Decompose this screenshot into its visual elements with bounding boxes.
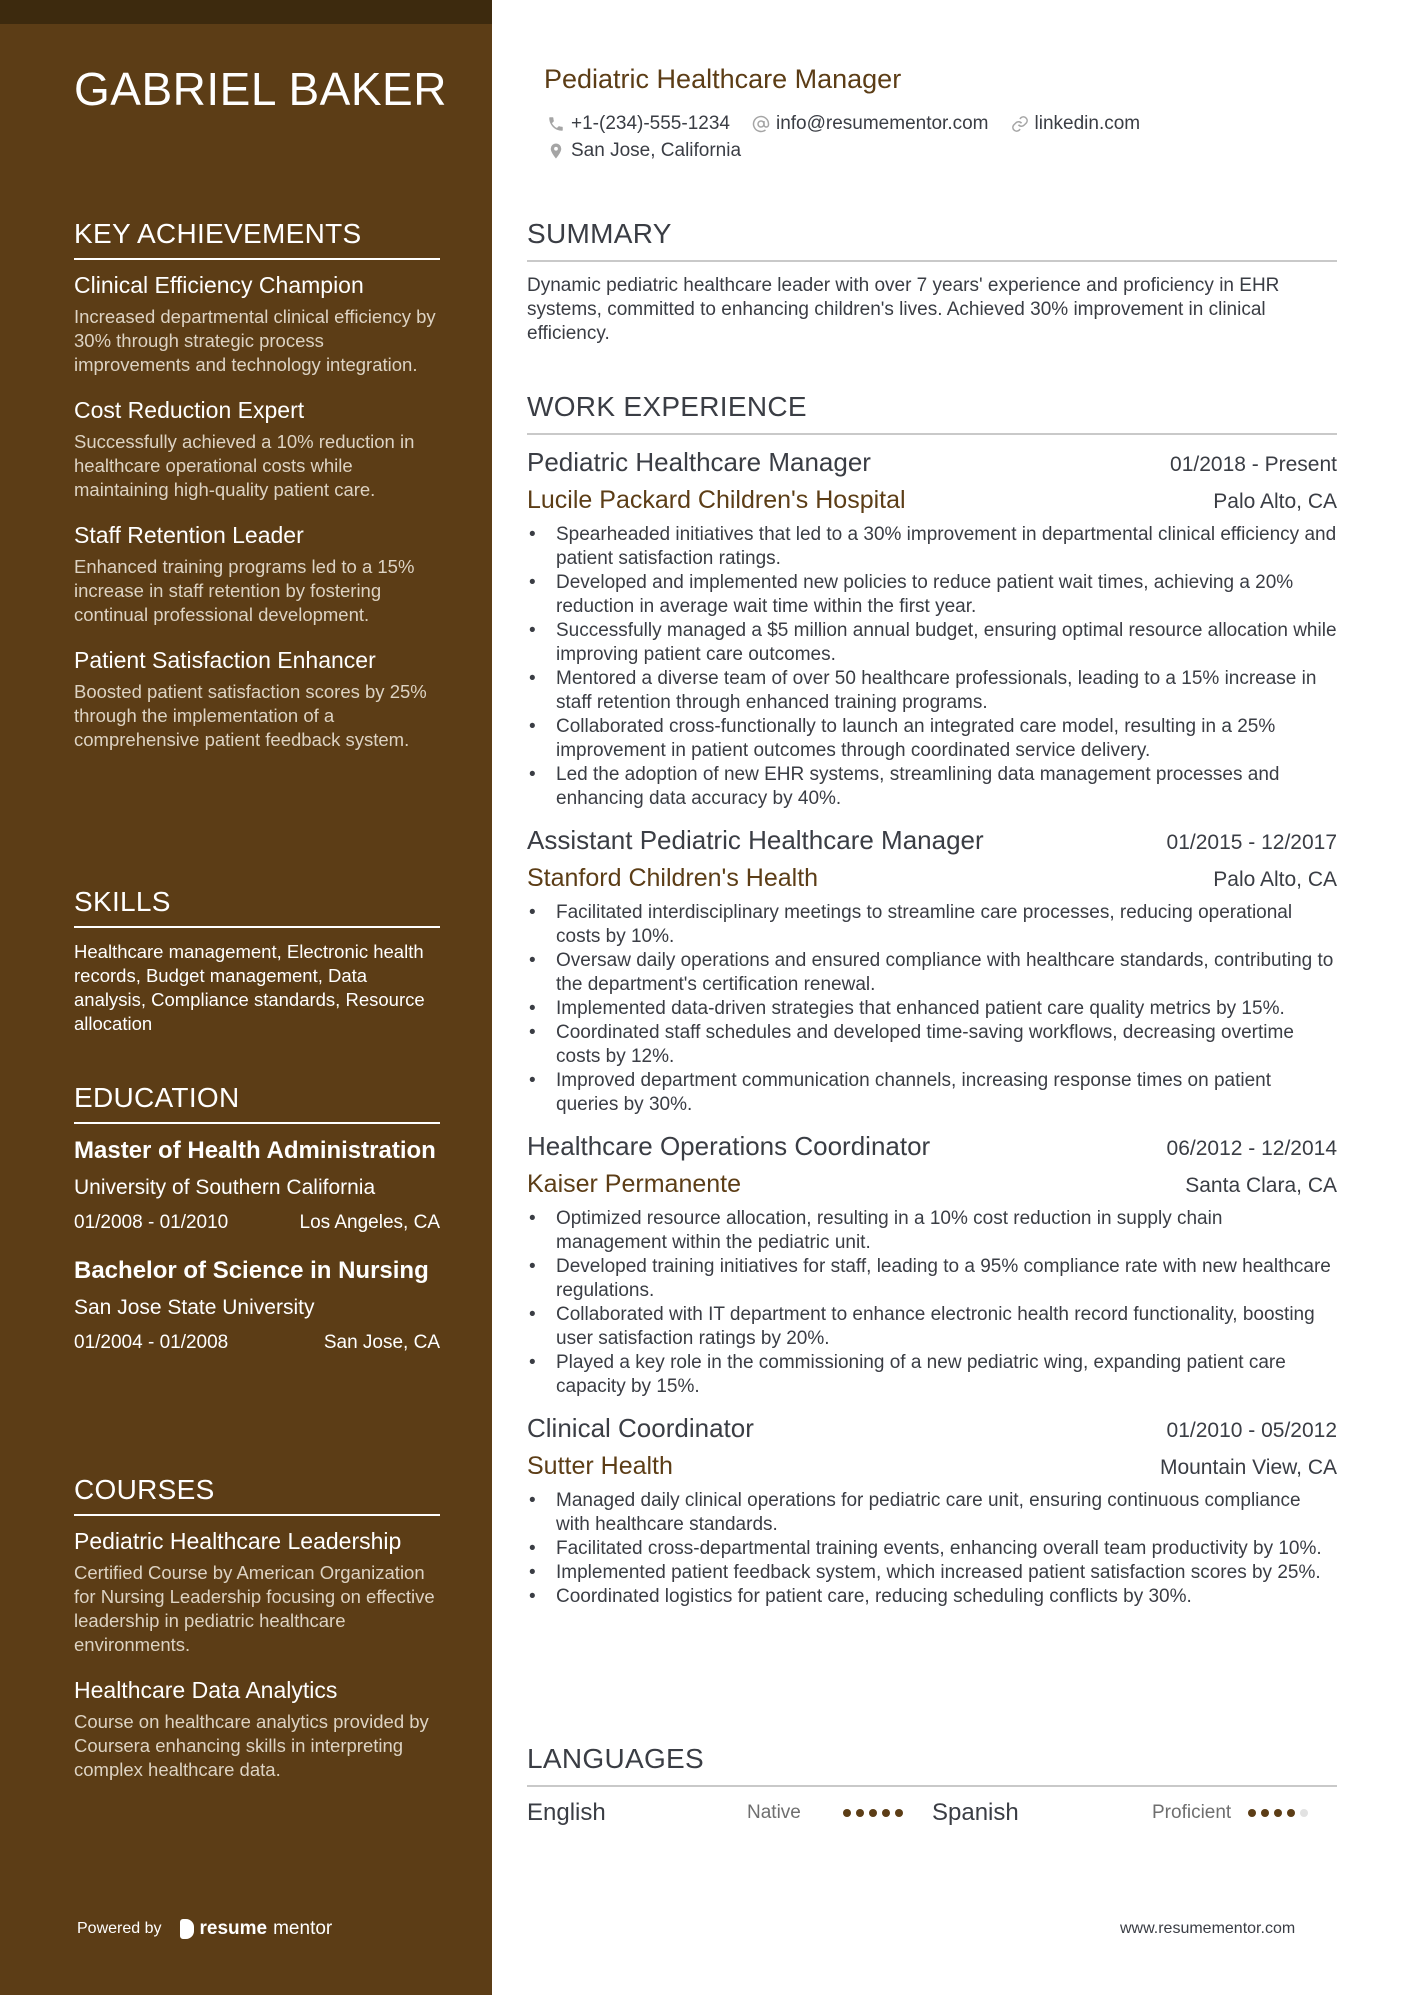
languages-row <box>527 1799 1337 1827</box>
language-name: English <box>527 1799 606 1826</box>
brand-mark-icon <box>180 1919 194 1939</box>
achievement-item <box>74 272 440 377</box>
contact-email[interactable] <box>752 113 989 135</box>
education-dates: 01/2008 - 01/2010 <box>74 1212 229 1233</box>
achievement-desc: Boosted patient satisfaction scores by 25% through the implementation of a comprehensive patient feedback system. <box>74 681 427 750</box>
job-organization: Kaiser Permanente <box>527 1170 742 1198</box>
education-item <box>74 1256 440 1354</box>
job-bullet: • Developed and implemented new policies to reduce patient wait times, achieving a 20% reduction in average wait time within the first year. <box>527 571 1337 619</box>
achievement-item <box>74 397 440 502</box>
achievements-section <box>74 218 440 772</box>
job-role: Assistant Pediatric Healthcare Manager <box>527 825 984 855</box>
job-location: Palo Alto, CA <box>1213 868 1337 891</box>
course-desc: Course on healthcare analytics provided by Coursera enhancing skills in interpreting complex healthcare data. <box>74 1711 429 1780</box>
achievement-desc: Increased departmental clinical efficiency by 30% through strategic process improvements and technology integration. <box>74 306 436 375</box>
phone-icon <box>547 115 565 133</box>
rating-dot-filled <box>1274 1809 1282 1817</box>
job-bullet: • Coordinated staff schedules and developed time-saving workflows, decreasing overtime costs by 12%. <box>527 1021 1337 1069</box>
achievements-heading: KEY ACHIEVEMENTS <box>74 218 440 260</box>
skills-section <box>74 886 440 1036</box>
achievement-title: Staff Retention Leader <box>74 522 304 548</box>
language-item <box>932 1799 1337 1827</box>
email-text: info@resumementor.com <box>775 113 989 134</box>
rating-dot-filled <box>843 1809 851 1817</box>
sidebar <box>0 0 492 1995</box>
location-text: San Jose, California <box>571 140 742 161</box>
education-section <box>74 1082 440 1376</box>
link-icon <box>1011 115 1029 133</box>
contact-linkedin[interactable] <box>1011 113 1141 135</box>
course-title: Pediatric Healthcare Leadership <box>74 1528 402 1554</box>
language-item <box>527 1799 932 1827</box>
job-bullet: • Developed training initiatives for staff, leading to a 95% compliance rate with new healthcare regulations. <box>527 1255 1337 1303</box>
job-bullet: • Played a key role in the commissioning of a new pediatric wing, expanding patient care capacity by 15%. <box>527 1351 1337 1399</box>
job-dates: 01/2015 - 12/2017 <box>1166 831 1337 854</box>
language-rating <box>1248 1809 1308 1817</box>
rating-dot-filled <box>856 1809 864 1817</box>
brand-logo[interactable] <box>180 1918 333 1940</box>
summary-heading: SUMMARY <box>527 218 1337 262</box>
contact-location <box>547 140 741 162</box>
job-bullets <box>527 901 1337 1117</box>
job-bullet: • Coordinated logistics for patient care, reducing scheduling conflicts by 30%. <box>527 1585 1337 1609</box>
job-bullet: • Facilitated cross-departmental training events, enhancing overall team productivity by 10%. <box>527 1537 1337 1561</box>
courses-heading: COURSES <box>74 1474 440 1516</box>
main-content <box>527 0 1337 1995</box>
linkedin-text: linkedin.com <box>1034 113 1141 134</box>
sidebar-top-bar <box>0 0 492 24</box>
job-role: Healthcare Operations Coordinator <box>527 1131 931 1161</box>
education-degree: Bachelor of Science in Nursing <box>74 1257 429 1284</box>
rating-dot-filled <box>869 1809 877 1817</box>
language-level: Proficient <box>1152 1802 1232 1823</box>
job-organization: Sutter Health <box>527 1452 673 1480</box>
job-location: Palo Alto, CA <box>1213 490 1337 513</box>
job-bullet: • Managed daily clinical operations for pediatric care unit, ensuring continuous compliance with healthcare standards. <box>527 1489 1337 1537</box>
job-bullet: • Facilitated interdisciplinary meetings to streamline care processes, reducing operational costs by 10%. <box>527 901 1337 949</box>
job-bullet: • Successfully managed a $5 million annual budget, ensuring optimal resource allocation while improving patient care outcomes. <box>527 619 1337 667</box>
phone-text: +1-(234)-555-1234 <box>571 113 730 134</box>
job-bullet: • Led the adoption of new EHR systems, streamlining data management processes and enhancing data accuracy by 40%. <box>527 763 1337 811</box>
footer-url[interactable]: www.resumementor.com <box>1120 1920 1296 1937</box>
job-bullet: • Implemented patient feedback system, which increased patient satisfaction scores by 25%. <box>527 1561 1337 1585</box>
job-bullet: • Oversaw daily operations and ensured compliance with healthcare standards, contributing to the department's certification renewal. <box>527 949 1337 997</box>
brand-name-light: mentor <box>273 1918 333 1939</box>
summary-section <box>527 218 1337 346</box>
job-entry <box>527 447 1337 811</box>
job-organization: Stanford Children's Health <box>527 864 819 892</box>
achievement-title: Cost Reduction Expert <box>74 397 305 423</box>
job-dates: 06/2012 - 12/2014 <box>1166 1137 1337 1160</box>
achievement-item <box>74 522 440 627</box>
rating-dot-filled <box>882 1809 890 1817</box>
candidate-name: GABRIEL BAKER <box>74 63 447 115</box>
powered-by <box>77 1918 332 1940</box>
job-bullet: • Collaborated with IT department to enhance electronic health record functionality, boosting user satisfaction ratings by 20%. <box>527 1303 1337 1351</box>
achievement-title: Patient Satisfaction Enhancer <box>74 647 376 673</box>
skills-list: Healthcare management, Electronic health records, Budget management, Data analysis, Compliance standards, Resource allocation <box>74 941 425 1034</box>
course-item <box>74 1677 440 1782</box>
job-location: Santa Clara, CA <box>1185 1174 1337 1197</box>
contact-row <box>547 113 1140 135</box>
job-bullets <box>527 523 1337 811</box>
summary-text: Dynamic pediatric healthcare leader with over 7 years' experience and proficiency in EHR systems, committed to enhancing children's lives. Achieved 30% improvement in clinical efficiency. <box>527 275 1280 344</box>
job-bullet: • Implemented data-driven strategies that enhanced patient care quality metrics by 15%. <box>527 997 1337 1021</box>
job-dates: 01/2010 - 05/2012 <box>1166 1419 1337 1442</box>
achievement-desc: Enhanced training programs led to a 15% increase in staff retention by fostering continual professional development. <box>74 556 415 625</box>
course-item <box>74 1528 440 1657</box>
education-location: San Jose, CA <box>323 1332 440 1353</box>
map-pin-icon <box>547 142 565 160</box>
brand-name-bold: resume <box>199 1918 268 1939</box>
education-school: University of Southern California <box>74 1176 376 1199</box>
achievement-title: Clinical Efficiency Champion <box>74 272 364 298</box>
language-rating <box>843 1809 903 1817</box>
job-bullet: • Mentored a diverse team of over 50 healthcare professionals, leading to a 15% increase in staff retention through enhanced training programs. <box>527 667 1337 715</box>
languages-heading: LANGUAGES <box>527 1743 1337 1787</box>
job-role: Pediatric Healthcare Manager <box>527 447 871 477</box>
job-bullet: • Optimized resource allocation, resulting in a 10% cost reduction in supply chain management within the pediatric unit. <box>527 1207 1337 1255</box>
achievement-item <box>74 647 440 752</box>
job-bullet: • Improved department communication channels, increasing response times on patient queries by 30%. <box>527 1069 1337 1117</box>
courses-section <box>74 1474 440 1802</box>
rating-dot-filled <box>1261 1809 1269 1817</box>
experience-heading: WORK EXPERIENCE <box>527 391 1337 435</box>
job-entry <box>527 1413 1337 1609</box>
job-organization: Lucile Packard Children's Hospital <box>527 486 906 514</box>
course-title: Healthcare Data Analytics <box>74 1677 338 1703</box>
job-bullet: • Collaborated cross-functionally to launch an integrated care model, resulting in a 25% improvement in patient outcomes through coordinated service delivery. <box>527 715 1337 763</box>
job-entry <box>527 825 1337 1117</box>
language-name: Spanish <box>932 1799 1019 1826</box>
skills-heading: SKILLS <box>74 886 440 928</box>
rating-dot-empty <box>1300 1809 1308 1817</box>
experience-section <box>527 391 1337 1623</box>
achievement-desc: Successfully achieved a 10% reduction in healthcare operational costs while maintaining high-quality patient care. <box>74 431 415 500</box>
job-bullets <box>527 1207 1337 1399</box>
rating-dot-filled <box>895 1809 903 1817</box>
job-dates: 01/2018 - Present <box>1170 453 1337 476</box>
job-bullets <box>527 1489 1337 1609</box>
language-level: Native <box>747 1802 801 1823</box>
at-sign-icon <box>752 115 770 133</box>
powered-by-label: Powered by <box>77 1920 162 1937</box>
job-role: Clinical Coordinator <box>527 1413 754 1443</box>
contact-phone[interactable] <box>547 113 730 135</box>
job-location: Mountain View, CA <box>1159 1456 1337 1479</box>
course-desc: Certified Course by American Organization for Nursing Leadership focusing on effective leadership in pediatric healthcare environments. <box>74 1562 435 1655</box>
education-school: San Jose State University <box>74 1296 315 1319</box>
education-degree: Master of Health Administration <box>74 1137 436 1164</box>
education-dates: 01/2004 - 01/2008 <box>74 1332 229 1353</box>
languages-section <box>527 1743 1337 1827</box>
job-bullet: • Spearheaded initiatives that led to a 30% improvement in departmental clinical efficiency and patient satisfaction ratings. <box>527 523 1337 571</box>
contact-row-location <box>547 140 741 162</box>
education-heading: EDUCATION <box>74 1082 440 1124</box>
education-item <box>74 1136 440 1234</box>
rating-dot-filled <box>1248 1809 1256 1817</box>
headline-title: Pediatric Healthcare Manager <box>544 64 902 94</box>
job-entry <box>527 1131 1337 1399</box>
rating-dot-filled <box>1287 1809 1295 1817</box>
education-location: Los Angeles, CA <box>299 1212 440 1233</box>
